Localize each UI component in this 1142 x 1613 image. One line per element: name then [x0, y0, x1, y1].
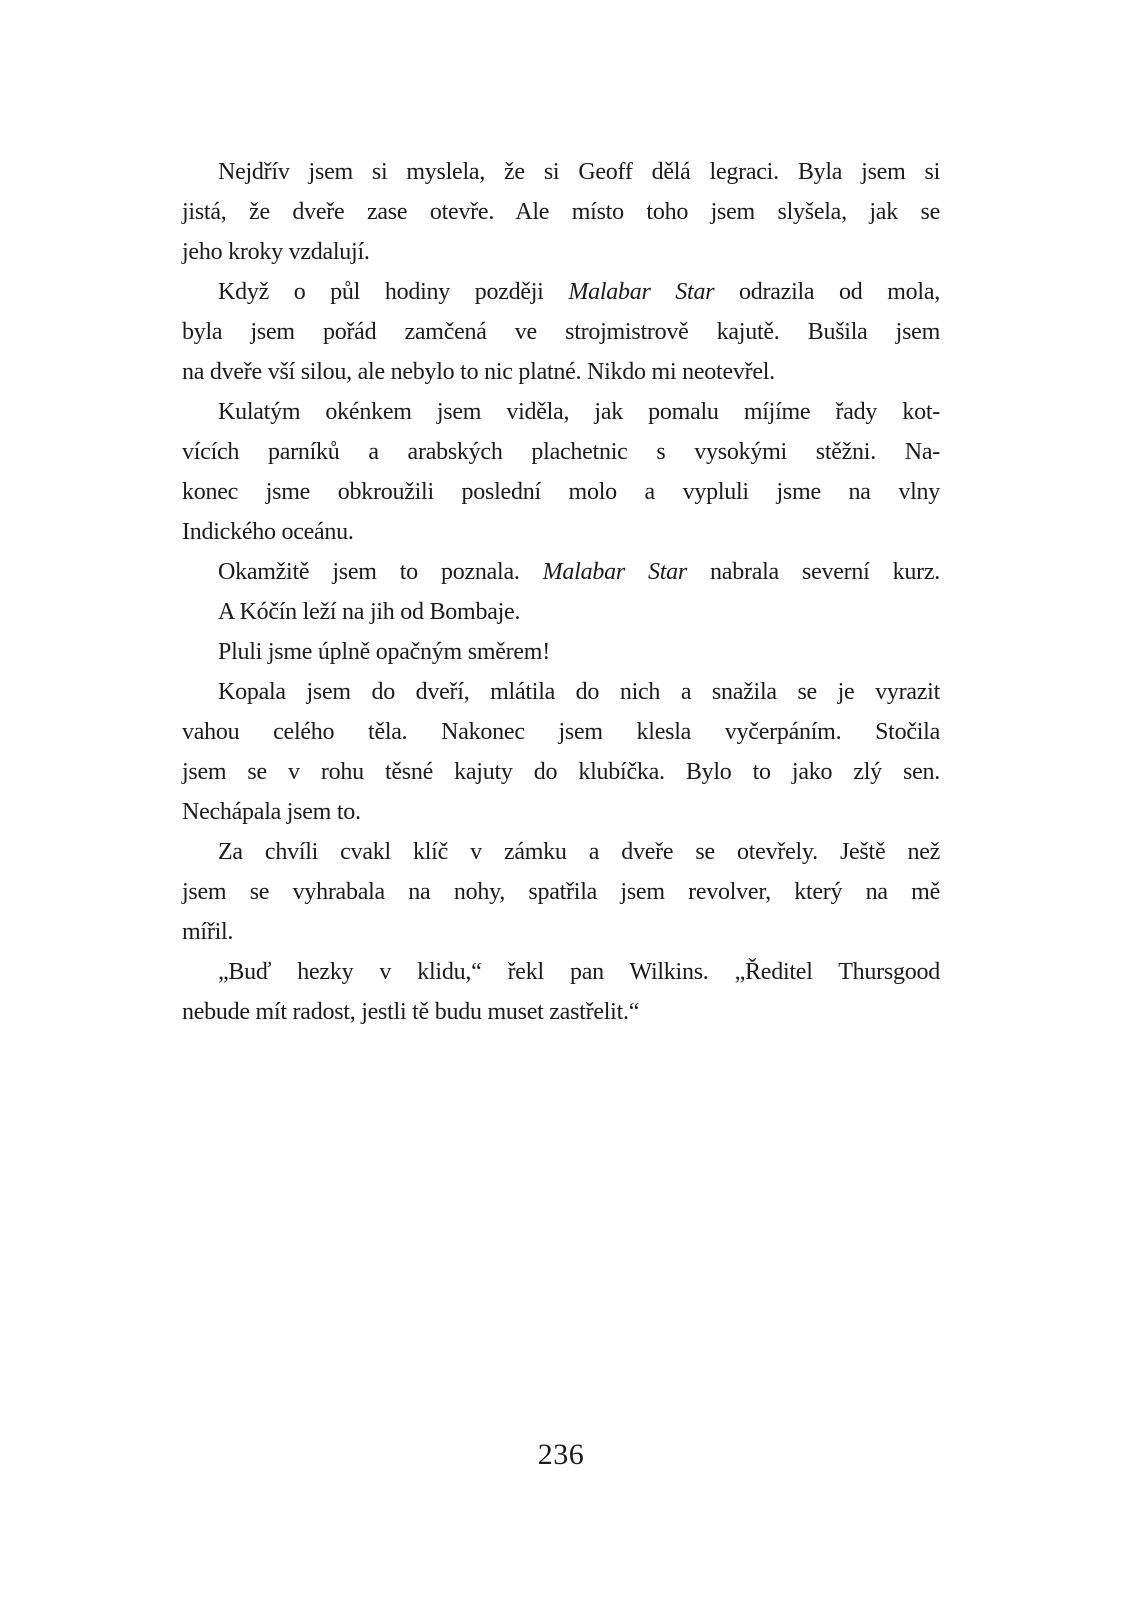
paragraph	[182, 672, 940, 832]
text-run: Kopala jsem do dveří, mlátila do nich a snažila se je vyrazit	[218, 679, 940, 705]
ship-name-italic: Malabar Star	[542, 559, 687, 585]
text-run: A Kóčín leží na jih od Bombaje.	[218, 599, 521, 625]
text-run: jeho kroky vzdalují.	[182, 239, 370, 265]
text-run: jsem se v rohu těsné kajuty do klubíčka. Bylo to jako zlý sen.	[182, 759, 940, 785]
paragraph	[182, 152, 940, 272]
paragraph	[182, 392, 940, 552]
text-line	[182, 512, 940, 552]
paragraph	[182, 632, 940, 672]
text-run: Pluli jsme úplně opačným směrem!	[218, 639, 550, 665]
paragraph	[182, 272, 940, 392]
text-run: Okamžitě jsem to poznala.	[218, 559, 543, 585]
text-run: na dveře vší silou, ale nebylo to nic platné. Nikdo mi neotevřel.	[182, 359, 775, 385]
text-line	[182, 392, 940, 432]
text-block	[182, 152, 940, 1032]
text-line	[182, 792, 940, 832]
paragraph	[182, 592, 940, 632]
text-line	[182, 752, 940, 792]
text-line	[182, 592, 940, 632]
paragraph	[182, 952, 940, 1032]
text-run: odrazila od mola,	[714, 279, 940, 305]
text-run: nabrala severní kurz.	[686, 559, 940, 585]
text-run: nebude mít radost, jestli tě budu muset zastřelit.“	[182, 999, 640, 1025]
text-line	[182, 272, 940, 312]
text-line	[182, 912, 940, 952]
text-line	[182, 632, 940, 672]
text-run: vahou celého těla. Nakonec jsem klesla vyčerpáním. Stočila	[182, 719, 940, 745]
text-run: vících parníků a arabských plachetnic s vysokými stěžni. Na-	[182, 439, 940, 465]
text-run: jsem se vyhrabala na nohy, spatřila jsem revolver, který na mě	[182, 879, 940, 905]
text-line	[182, 352, 940, 392]
text-run: Když o půl hodiny později	[218, 279, 569, 305]
page-number: 236	[537, 1438, 585, 1471]
text-line	[182, 472, 940, 512]
text-run: Nechápala jsem to.	[182, 799, 361, 825]
paragraph	[182, 832, 940, 952]
text-line	[182, 952, 940, 992]
text-run: Indického oceánu.	[182, 519, 354, 545]
text-line	[182, 552, 940, 592]
text-line	[182, 312, 940, 352]
text-run: Nejdřív jsem si myslela, že si Geoff dělá legraci. Byla jsem si	[218, 159, 940, 185]
text-line	[182, 192, 940, 232]
text-run: byla jsem pořád zamčená ve strojmistrově kajutě. Bušila jsem	[182, 319, 940, 345]
ship-name-italic: Malabar Star	[568, 279, 715, 305]
text-line	[182, 712, 940, 752]
text-run: mířil.	[182, 919, 234, 945]
text-line	[182, 992, 940, 1032]
paragraph	[182, 552, 940, 592]
text-line	[182, 232, 940, 272]
text-run: „Buď hezky v klidu,“ řekl pan Wilkins. „Ředitel Thursgood	[218, 959, 940, 985]
text-line	[182, 432, 940, 472]
text-line	[182, 152, 940, 192]
text-run: Za chvíli cvakl klíč v zámku a dveře se otevřely. Ještě než	[218, 839, 940, 865]
text-line	[182, 872, 940, 912]
text-line	[182, 672, 940, 712]
text-run: Kulatým okénkem jsem viděla, jak pomalu míjíme řady kot-	[218, 399, 940, 425]
text-run: konec jsme obkroužili poslední molo a vypluli jsme na vlny	[182, 479, 940, 505]
text-run: jistá, že dveře zase otevře. Ale místo toho jsem slyšela, jak se	[182, 199, 940, 225]
text-line	[182, 832, 940, 872]
